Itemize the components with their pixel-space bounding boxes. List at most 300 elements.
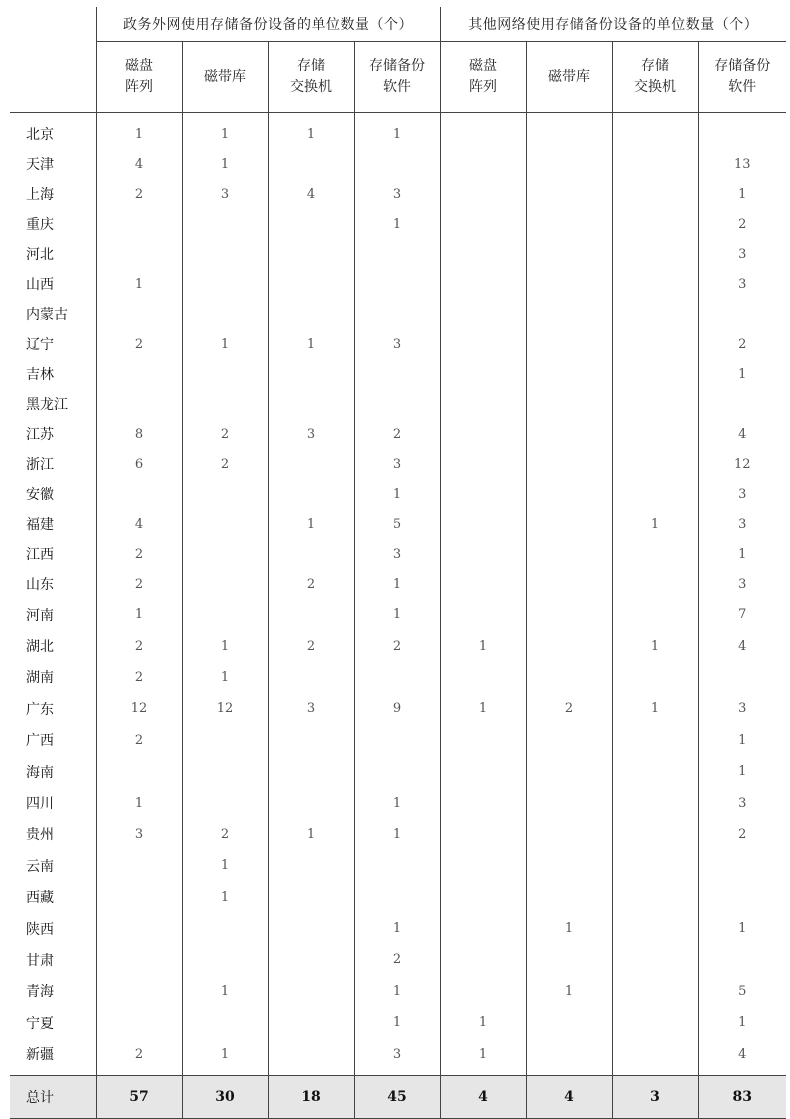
value-cell: 2 (268, 630, 354, 661)
value-cell (182, 599, 268, 630)
value-cell: 2 (268, 569, 354, 599)
value-cell (268, 539, 354, 569)
value-cell: 2 (96, 539, 182, 569)
value-cell (96, 1007, 182, 1038)
value-cell (526, 599, 612, 630)
value-cell (182, 359, 268, 389)
value-cell (612, 662, 698, 693)
value-cell (182, 269, 268, 299)
value-cell: 2 (182, 419, 268, 449)
column-header (268, 42, 354, 113)
province-name: 青海 (10, 976, 96, 1007)
value-cell: 1 (268, 119, 354, 149)
value-cell: 1 (612, 693, 698, 724)
province-name: 贵州 (10, 819, 96, 850)
table-row (10, 149, 786, 179)
value-cell (268, 882, 354, 913)
value-cell: 2 (96, 179, 182, 209)
value-cell (268, 976, 354, 1007)
value-cell (526, 299, 612, 329)
value-cell: 3 (354, 539, 440, 569)
value-cell (440, 944, 526, 975)
value-cell (612, 329, 698, 359)
column-header (440, 42, 526, 113)
column-header-line: 存储备份 (369, 58, 425, 74)
value-cell (612, 756, 698, 787)
value-cell: 3 (738, 516, 747, 532)
table-row (10, 209, 786, 239)
total-value: 83 (698, 1075, 786, 1118)
value-cell (526, 569, 612, 599)
value-cell: 3 (738, 276, 747, 292)
value-cell (698, 119, 786, 149)
value-cell (612, 479, 698, 509)
value-cell (182, 913, 268, 944)
value-cell: 13 (733, 156, 751, 172)
value-cell (612, 149, 698, 179)
total-value: 4 (526, 1075, 612, 1118)
table-row (10, 787, 786, 818)
value-cell (612, 569, 698, 599)
value-cell (354, 850, 440, 881)
value-cell (268, 1038, 354, 1069)
value-cell: 5 (738, 983, 747, 999)
value-cell (526, 787, 612, 818)
value-cell (440, 882, 526, 913)
value-cell (354, 389, 440, 419)
province-name: 黑龙江 (10, 389, 96, 419)
header-corner (10, 7, 96, 113)
value-cell (354, 239, 440, 269)
province-name: 浙江 (10, 449, 96, 479)
value-cell (268, 725, 354, 756)
value-cell: 1 (268, 509, 354, 539)
value-cell: 3 (268, 419, 354, 449)
table-row (10, 299, 786, 329)
value-cell: 2 (354, 419, 440, 449)
value-cell: 1 (738, 764, 747, 780)
value-cell: 5 (354, 509, 440, 539)
value-cell (526, 1038, 612, 1069)
column-header (526, 42, 612, 113)
value-cell (698, 299, 786, 329)
table-row (10, 359, 786, 389)
value-cell (268, 756, 354, 787)
table-row (10, 662, 786, 693)
table-row (10, 725, 786, 756)
value-cell: 2 (738, 826, 747, 842)
province-name: 甘肃 (10, 944, 96, 975)
table-row (10, 882, 786, 913)
value-cell (268, 389, 354, 419)
value-cell (440, 239, 526, 269)
table-row (10, 419, 786, 449)
value-cell (268, 599, 354, 630)
value-cell (526, 389, 612, 419)
value-cell (440, 539, 526, 569)
value-cell: 3 (96, 819, 182, 850)
province-name: 宁夏 (10, 1007, 96, 1038)
total-value: 57 (96, 1075, 182, 1118)
value-cell: 2 (182, 819, 268, 850)
value-cell (440, 179, 526, 209)
value-cell: 4 (738, 638, 747, 654)
value-cell (96, 389, 182, 419)
value-cell: 1 (182, 149, 268, 179)
table-row (10, 630, 786, 661)
value-cell (526, 209, 612, 239)
value-cell: 2 (182, 449, 268, 479)
value-cell: 2 (738, 216, 747, 232)
column-header-line: 交换机 (634, 79, 676, 95)
value-cell: 4 (268, 179, 354, 209)
value-cell (526, 269, 612, 299)
table-row (10, 389, 786, 419)
value-cell (96, 239, 182, 269)
value-cell: 1 (440, 1038, 526, 1069)
value-cell (182, 725, 268, 756)
value-cell: 3 (354, 449, 440, 479)
value-cell: 1 (96, 269, 182, 299)
group-header-gov-extranet: 政务外网使用存储备份设备的单位数量（个） (96, 7, 440, 42)
value-cell: 1 (182, 119, 268, 149)
value-cell (182, 479, 268, 509)
table-row (10, 1007, 786, 1038)
province-name: 吉林 (10, 359, 96, 389)
value-cell (96, 882, 182, 913)
value-cell: 1 (354, 787, 440, 818)
value-cell (612, 449, 698, 479)
value-cell (440, 599, 526, 630)
value-cell: 12 (96, 693, 182, 724)
value-cell: 1 (182, 662, 268, 693)
value-cell: 1 (182, 850, 268, 881)
value-cell (182, 239, 268, 269)
value-cell (612, 119, 698, 149)
value-cell (182, 209, 268, 239)
province-name: 北京 (10, 119, 96, 149)
value-cell: 1 (738, 1015, 747, 1031)
value-cell: 4 (96, 509, 182, 539)
table-row (10, 329, 786, 359)
table-row (10, 850, 786, 881)
province-name: 山西 (10, 269, 96, 299)
value-cell (96, 850, 182, 881)
value-cell (268, 359, 354, 389)
value-cell (268, 913, 354, 944)
value-cell: 1 (738, 921, 747, 937)
province-name: 西藏 (10, 882, 96, 913)
value-cell (526, 725, 612, 756)
value-cell: 2 (526, 693, 612, 724)
value-cell: 3 (268, 693, 354, 724)
table-row (10, 913, 786, 944)
province-name: 安徽 (10, 479, 96, 509)
value-cell: 2 (738, 336, 747, 352)
table-row (10, 599, 786, 630)
table-row (10, 944, 786, 975)
province-name: 广东 (10, 693, 96, 724)
value-cell (96, 976, 182, 1007)
value-cell: 12 (733, 456, 751, 472)
value-cell (612, 539, 698, 569)
value-cell (268, 209, 354, 239)
value-cell (96, 359, 182, 389)
value-cell (182, 299, 268, 329)
value-cell (526, 119, 612, 149)
column-header-line: 磁盘 (125, 58, 153, 74)
total-value: 45 (354, 1075, 440, 1118)
value-cell: 3 (738, 246, 747, 262)
value-cell (612, 944, 698, 975)
value-cell (526, 662, 612, 693)
value-cell: 3 (354, 329, 440, 359)
total-row (10, 1075, 786, 1118)
value-cell (440, 756, 526, 787)
value-cell (526, 359, 612, 389)
value-cell (612, 850, 698, 881)
table-row (10, 819, 786, 850)
province-name: 内蒙古 (10, 299, 96, 329)
value-cell (354, 149, 440, 179)
value-cell: 3 (738, 576, 747, 592)
value-cell (526, 479, 612, 509)
value-cell (182, 787, 268, 818)
total-value: 3 (612, 1075, 698, 1118)
province-name: 福建 (10, 509, 96, 539)
value-cell (268, 479, 354, 509)
province-name: 上海 (10, 179, 96, 209)
value-cell (440, 299, 526, 329)
value-cell (440, 149, 526, 179)
province-name: 四川 (10, 787, 96, 818)
column-header-line: 存储备份 (714, 58, 771, 74)
province-name: 海南 (10, 756, 96, 787)
value-cell (96, 944, 182, 975)
value-cell: 3 (354, 1038, 440, 1069)
value-cell (96, 479, 182, 509)
value-cell (182, 569, 268, 599)
province-name: 湖南 (10, 662, 96, 693)
value-cell: 1 (526, 976, 612, 1007)
value-cell (612, 359, 698, 389)
value-cell (440, 569, 526, 599)
table-row (10, 756, 786, 787)
value-cell (526, 509, 612, 539)
value-cell (698, 850, 786, 881)
table-row (10, 976, 786, 1007)
value-cell (440, 389, 526, 419)
value-cell: 1 (354, 569, 440, 599)
province-name: 新疆 (10, 1038, 96, 1069)
value-cell (268, 944, 354, 975)
table-row (10, 1038, 786, 1069)
value-cell: 1 (354, 1007, 440, 1038)
value-cell (526, 944, 612, 975)
value-cell (268, 239, 354, 269)
column-header-line: 存储 (297, 58, 325, 74)
value-cell: 3 (354, 179, 440, 209)
value-cell: 2 (354, 630, 440, 661)
value-cell: 1 (354, 209, 440, 239)
value-cell (268, 299, 354, 329)
value-cell: 2 (96, 1038, 182, 1069)
column-header (354, 42, 440, 113)
province-name: 陕西 (10, 913, 96, 944)
value-cell: 1 (440, 630, 526, 661)
value-cell (612, 882, 698, 913)
value-cell: 2 (96, 630, 182, 661)
column-header (182, 42, 268, 113)
value-cell (698, 882, 786, 913)
group-header-other-network: 其他网络使用存储备份设备的单位数量（个） (440, 7, 786, 42)
total-value: 4 (440, 1075, 526, 1118)
value-cell (268, 662, 354, 693)
value-cell (440, 479, 526, 509)
value-cell (440, 359, 526, 389)
value-cell (440, 725, 526, 756)
value-cell (354, 725, 440, 756)
column-header (96, 42, 182, 113)
value-cell: 2 (354, 944, 440, 975)
value-cell (182, 756, 268, 787)
table-row (10, 693, 786, 724)
value-cell: 1 (612, 630, 698, 661)
value-cell (268, 850, 354, 881)
value-cell (182, 509, 268, 539)
value-cell (526, 630, 612, 661)
value-cell: 1 (354, 913, 440, 944)
value-cell (354, 882, 440, 913)
value-cell (440, 662, 526, 693)
value-cell (526, 850, 612, 881)
value-cell (612, 239, 698, 269)
table-row (10, 479, 786, 509)
column-header (612, 42, 698, 113)
value-cell (440, 850, 526, 881)
column-header-line: 磁盘 (469, 58, 497, 74)
value-cell (440, 419, 526, 449)
value-cell (440, 449, 526, 479)
value-cell: 6 (96, 449, 182, 479)
value-cell (612, 913, 698, 944)
value-cell (96, 209, 182, 239)
value-cell (698, 662, 786, 693)
value-cell (440, 119, 526, 149)
value-cell (268, 787, 354, 818)
data-table (10, 7, 786, 1119)
table-row (10, 569, 786, 599)
value-cell (526, 1007, 612, 1038)
value-cell (526, 449, 612, 479)
column-header-line: 存储 (641, 58, 669, 74)
value-cell: 3 (738, 486, 747, 502)
value-cell: 2 (96, 569, 182, 599)
total-label: 总计 (10, 1075, 96, 1118)
value-cell: 1 (96, 787, 182, 818)
column-header-line: 交换机 (290, 79, 332, 95)
value-cell (96, 299, 182, 329)
value-cell: 4 (738, 426, 747, 442)
value-cell (526, 329, 612, 359)
value-cell: 8 (96, 419, 182, 449)
table-row (10, 179, 786, 209)
value-cell: 1 (354, 976, 440, 1007)
value-cell (440, 787, 526, 818)
value-cell (612, 389, 698, 419)
value-cell (354, 359, 440, 389)
province-name: 江苏 (10, 419, 96, 449)
value-cell (182, 944, 268, 975)
value-cell (612, 976, 698, 1007)
value-cell: 4 (96, 149, 182, 179)
value-cell: 1 (182, 976, 268, 1007)
value-cell (526, 239, 612, 269)
table-row (10, 239, 786, 269)
value-cell: 1 (182, 882, 268, 913)
province-name: 江西 (10, 539, 96, 569)
column-header-line: 软件 (383, 79, 411, 95)
value-cell: 2 (96, 662, 182, 693)
value-cell (440, 976, 526, 1007)
column-header-line: 磁带库 (204, 68, 246, 85)
value-cell (354, 756, 440, 787)
value-cell: 1 (738, 366, 747, 382)
value-cell (96, 756, 182, 787)
value-cell: 1 (738, 186, 747, 202)
column-header-line: 阵列 (469, 79, 497, 95)
value-cell: 1 (738, 732, 747, 748)
value-cell: 1 (354, 599, 440, 630)
value-cell (612, 725, 698, 756)
value-cell (526, 756, 612, 787)
value-cell: 7 (738, 607, 747, 623)
value-cell: 1 (612, 509, 698, 539)
value-cell: 1 (182, 329, 268, 359)
value-cell (526, 419, 612, 449)
value-cell: 1 (440, 693, 526, 724)
value-cell (440, 913, 526, 944)
value-cell (526, 539, 612, 569)
province-name: 重庆 (10, 209, 96, 239)
value-cell (182, 389, 268, 419)
column-header-line: 磁带库 (548, 68, 590, 85)
province-name: 辽宁 (10, 329, 96, 359)
value-cell: 1 (440, 1007, 526, 1038)
value-cell (612, 1007, 698, 1038)
value-cell: 9 (354, 693, 440, 724)
value-cell: 12 (182, 693, 268, 724)
value-cell (526, 882, 612, 913)
value-cell (268, 1007, 354, 1038)
value-cell (354, 662, 440, 693)
value-cell (440, 209, 526, 239)
value-cell (354, 269, 440, 299)
value-cell (440, 269, 526, 299)
value-cell: 1 (182, 1038, 268, 1069)
value-cell: 1 (268, 329, 354, 359)
value-cell: 4 (738, 1046, 747, 1062)
province-name: 山东 (10, 569, 96, 599)
value-cell (182, 539, 268, 569)
value-cell: 1 (738, 546, 747, 562)
table-row (10, 269, 786, 299)
value-cell (440, 329, 526, 359)
province-name: 天津 (10, 149, 96, 179)
value-cell (268, 149, 354, 179)
province-name: 河北 (10, 239, 96, 269)
value-cell (440, 819, 526, 850)
